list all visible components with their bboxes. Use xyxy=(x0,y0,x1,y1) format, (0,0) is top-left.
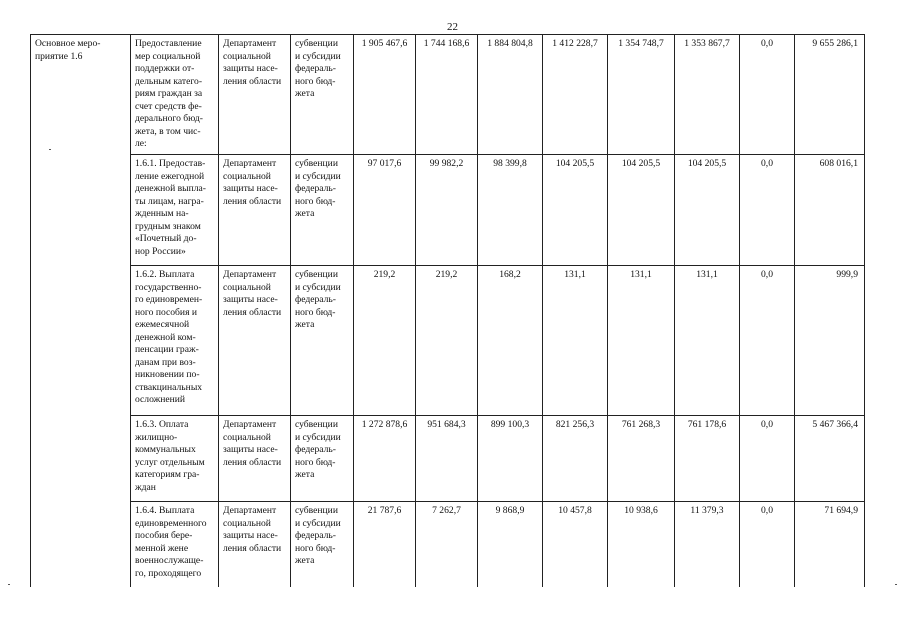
total-cell: 71 694,9 xyxy=(795,502,865,587)
value-cell: 104 205,5 xyxy=(608,155,675,266)
table-row xyxy=(31,502,865,587)
value-cell: 11 379,3 xyxy=(675,502,740,587)
value-cell: 0,0 xyxy=(740,266,795,416)
activity-name: Предоставление мер социальной поддержки от- дельным катего- риям граждан за счет средств фе- дерального бюд- жета, в том чис- ле: xyxy=(131,35,219,155)
value-cell: 821 256,3 xyxy=(543,416,608,502)
value-cell: 97 017,6 xyxy=(354,155,416,266)
executor: Департамент социальной защиты насе- ления области xyxy=(219,502,291,587)
activity-name: 1.6.1. Предостав- ление ежегодной денежной выпла- ты лицам, награ- жденным на- грудным знаком «Почетный до- нор России» xyxy=(131,155,219,266)
main-activity-code: Основное меро- приятие 1.6 xyxy=(31,35,131,587)
activity-name: 1.6.4. Выплата единовременного пособия бере- менной жене военнослужаще- го, проходящего xyxy=(131,502,219,587)
scan-speck xyxy=(8,584,10,585)
value-cell: 131,1 xyxy=(608,266,675,416)
value-cell: 761 178,6 xyxy=(675,416,740,502)
value-cell: 761 268,3 xyxy=(608,416,675,502)
total-cell: 5 467 366,4 xyxy=(795,416,865,502)
total-cell: 999,9 xyxy=(795,266,865,416)
value-cell: 7 262,7 xyxy=(416,502,478,587)
value-cell: 1 744 168,6 xyxy=(416,35,478,155)
value-cell: 0,0 xyxy=(740,502,795,587)
value-cell: 1 412 228,7 xyxy=(543,35,608,155)
budget-table xyxy=(30,34,865,587)
table-row xyxy=(31,266,865,416)
scan-speck xyxy=(895,584,897,585)
value-cell: 168,2 xyxy=(478,266,543,416)
page-number: 22 xyxy=(447,21,458,33)
table-row-main-activity xyxy=(31,35,865,155)
funding-source: субвенции и субсидии федераль- ного бюд- жета xyxy=(291,266,354,416)
activity-name: 1.6.3. Оплата жилищно- коммунальных услуг отдельным категориям гра- ждан xyxy=(131,416,219,502)
value-cell: 98 399,8 xyxy=(478,155,543,266)
total-cell: 9 655 286,1 xyxy=(795,35,865,155)
value-cell: 104 205,5 xyxy=(543,155,608,266)
funding-source: субвенции и субсидии федераль- ного бюд- жета xyxy=(291,35,354,155)
funding-source: субвенции и субсидии федераль- ного бюд- жета xyxy=(291,155,354,266)
value-cell: 21 787,6 xyxy=(354,502,416,587)
value-cell: 9 868,9 xyxy=(478,502,543,587)
value-cell: 219,2 xyxy=(416,266,478,416)
value-cell: 131,1 xyxy=(675,266,740,416)
funding-source: субвенции и субсидии федераль- ного бюд- жета xyxy=(291,416,354,502)
value-cell: 1 272 878,6 xyxy=(354,416,416,502)
funding-source: субвенции и субсидии федераль- ного бюд- жета xyxy=(291,502,354,587)
value-cell: 951 684,3 xyxy=(416,416,478,502)
value-cell: 1 884 804,8 xyxy=(478,35,543,155)
value-cell: 1 354 748,7 xyxy=(608,35,675,155)
executor: Департамент социальной защиты насе- ления области xyxy=(219,155,291,266)
executor: Департамент социальной защиты насе- ления области xyxy=(219,266,291,416)
executor: Департамент социальной защиты насе- ления области xyxy=(219,35,291,155)
value-cell: 899 100,3 xyxy=(478,416,543,502)
value-cell: 0,0 xyxy=(740,416,795,502)
table-row xyxy=(31,155,865,266)
value-cell: 0,0 xyxy=(740,35,795,155)
value-cell: 1 905 467,6 xyxy=(354,35,416,155)
value-cell: 0,0 xyxy=(740,155,795,266)
value-cell: 99 982,2 xyxy=(416,155,478,266)
executor: Департамент социальной защиты насе- ления области xyxy=(219,416,291,502)
value-cell: 104 205,5 xyxy=(675,155,740,266)
activity-name: 1.6.2. Выплата государственно- го единовремен- ного пособия и ежемесячной денежной ком- пенсации граж- данам при воз- никновении по- ствакцинальных осложнений xyxy=(131,266,219,416)
value-cell: 219,2 xyxy=(354,266,416,416)
scan-speck xyxy=(49,149,51,150)
value-cell: 10 457,8 xyxy=(543,502,608,587)
table-row xyxy=(31,416,865,502)
value-cell: 1 353 867,7 xyxy=(675,35,740,155)
total-cell: 608 016,1 xyxy=(795,155,865,266)
value-cell: 10 938,6 xyxy=(608,502,675,587)
value-cell: 131,1 xyxy=(543,266,608,416)
